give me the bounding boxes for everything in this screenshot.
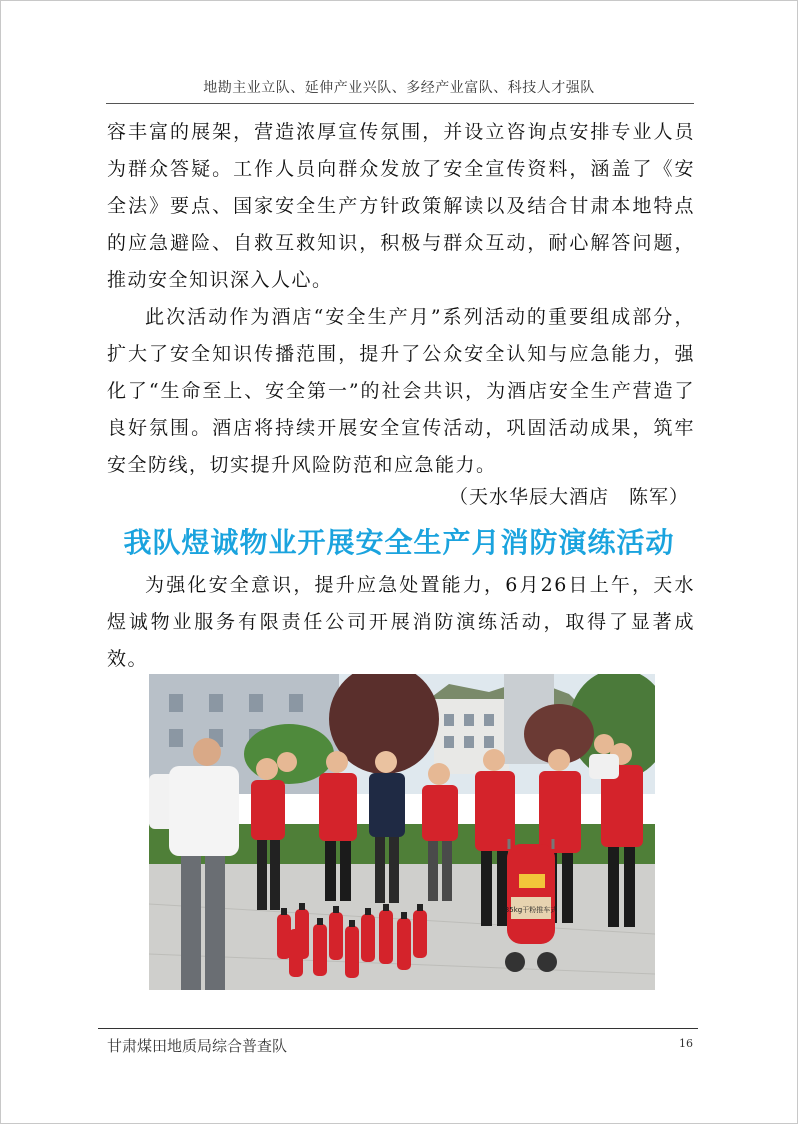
trolley-extinguisher-label: 35kg干粉推车式 bbox=[504, 906, 558, 914]
page-number: 16 bbox=[679, 1037, 693, 1050]
fire-drill-photo bbox=[149, 674, 655, 990]
article2-paragraph-1: 为强化安全意识，提升应急处置能力，6月26日上午，天水煜诚物业服务有限责任公司开展消防演练活动，取得了显著成效。 bbox=[107, 574, 695, 670]
footer-organization: 甘肃煤田地质局综合普查队 bbox=[107, 1037, 288, 1055]
article2-title: 我队煜诚物业开展安全生产月消防演练活动 bbox=[123, 526, 675, 559]
article1-body bbox=[107, 114, 695, 484]
footer-divider bbox=[98, 1028, 698, 1029]
article2-body bbox=[107, 567, 695, 678]
article1-paragraph-2: 此次活动作为酒店“安全生产月”系列活动的重要组成部分，扩大了安全知识传播范围，提升了公众安全认知与应急能力，强化了“生命至上、安全第一”的社会共识，为酒店安全生产营造了良好氛围。酒店将持续开展安全宣传活动，巩固活动成果，筑牢安全防线，切实提升风险防范和应急能力。 bbox=[107, 306, 695, 476]
article1-paragraph-1: 容丰富的展架，营造浓厚宣传氛围，并设立咨询点安排专业人员为群众答疑。工作人员向群众发放了安全宣传资料，涵盖了《安全法》要点、国家安全生产方针政策解读以及结合甘肃本地特点的应急避险、自救互救知识，积极与群众互动，耐心解答问题，推动安全知识深入人心。 bbox=[107, 121, 695, 291]
page-header-slogan: 地勘主业立队、延伸产业兴队、多经产业富队、科技人才强队 bbox=[203, 80, 595, 96]
header-divider bbox=[106, 103, 694, 104]
article1-byline: （天水华辰大酒店 陈军） bbox=[448, 486, 689, 508]
